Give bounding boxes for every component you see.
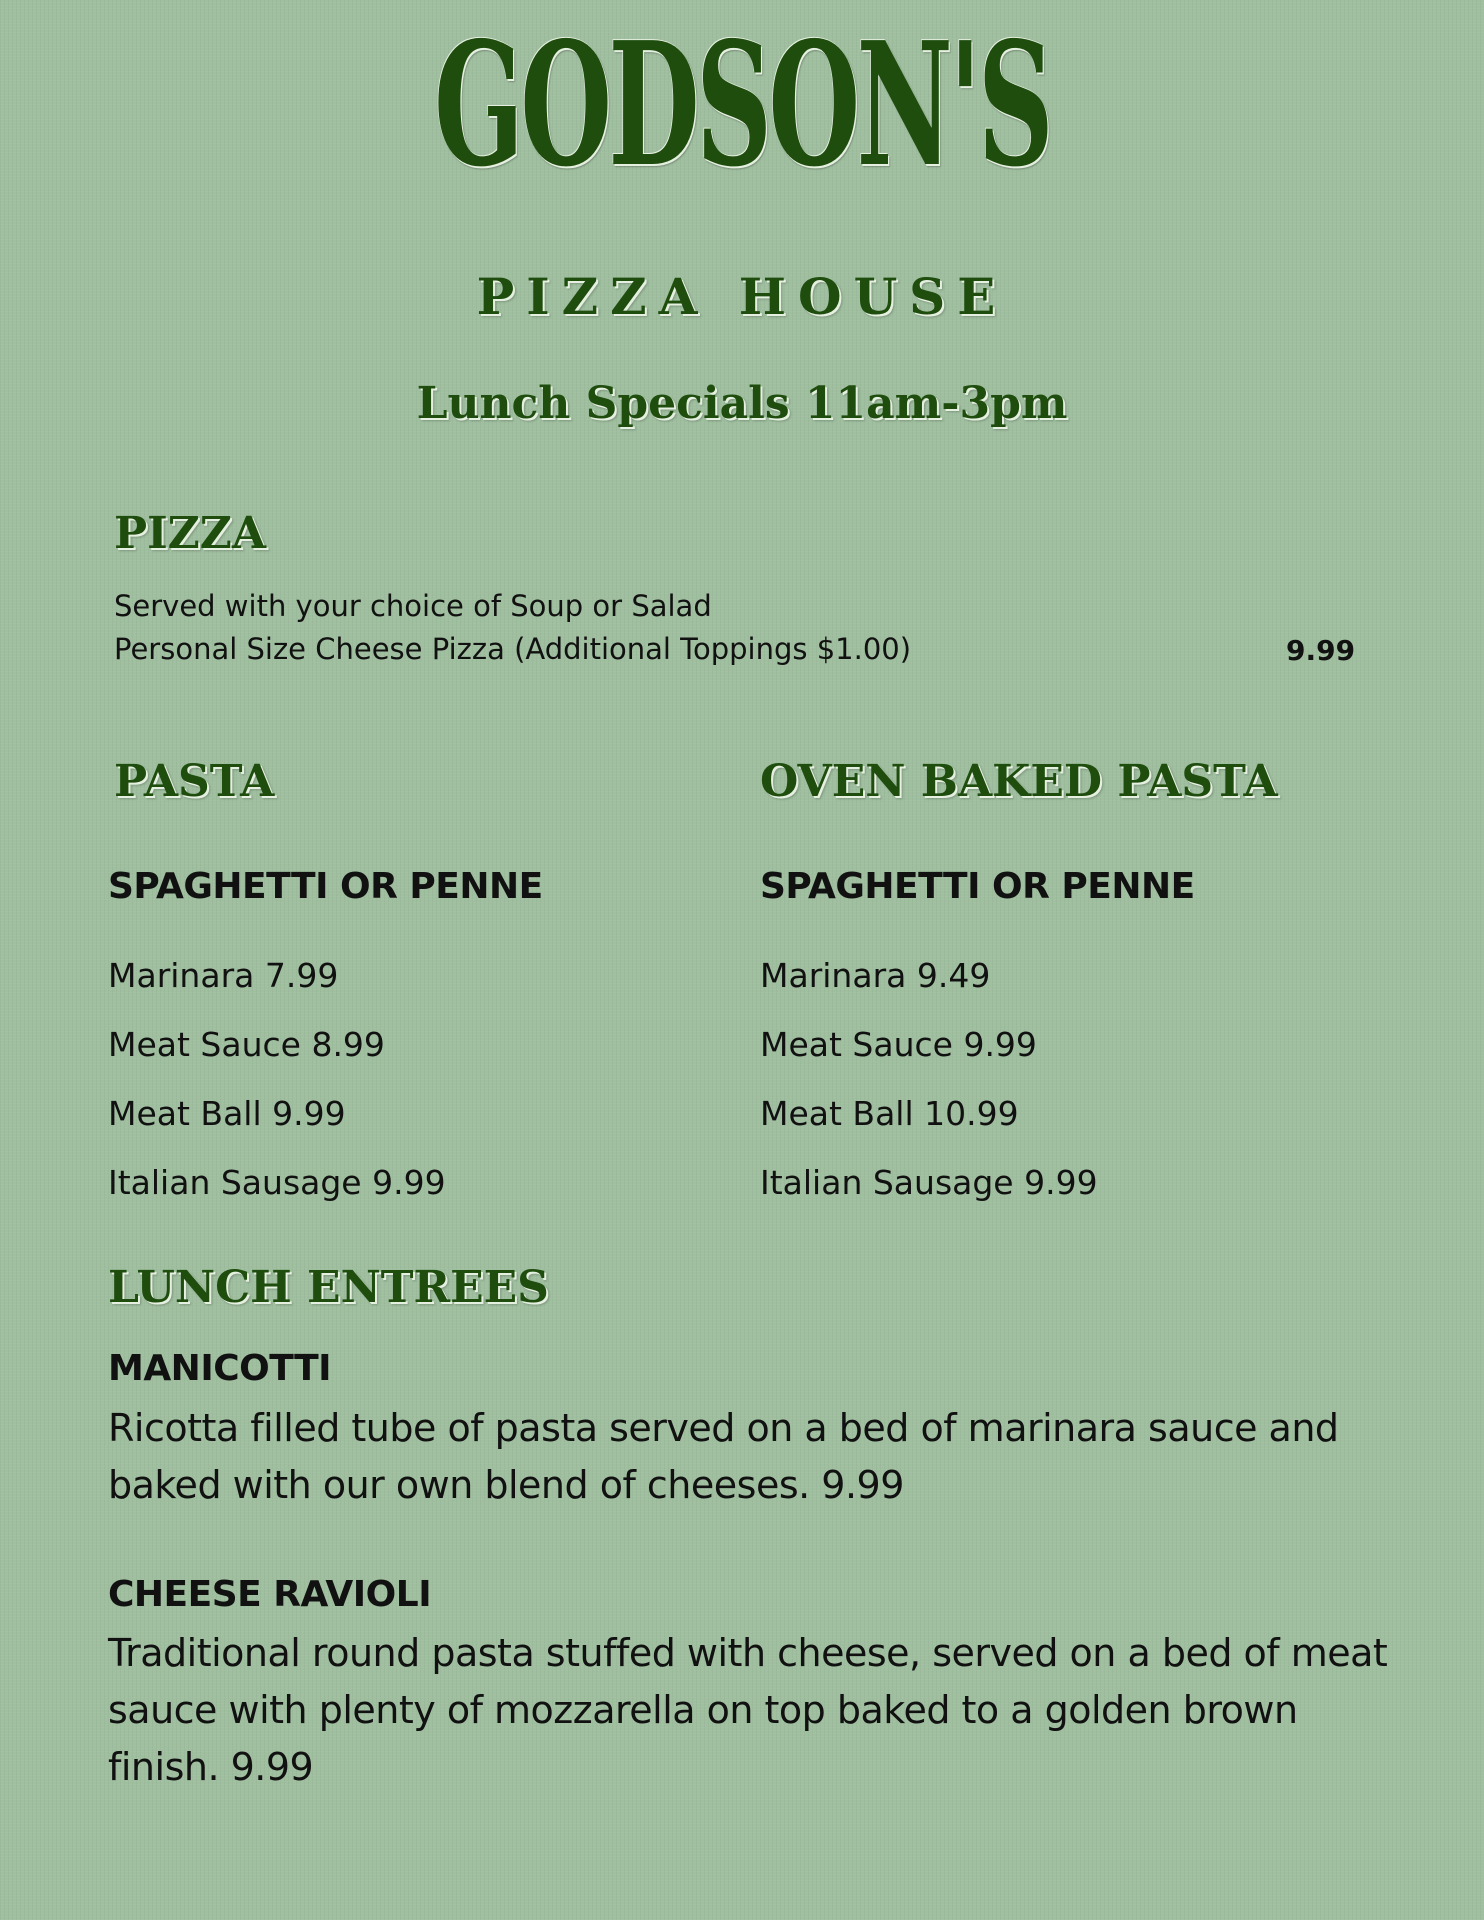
- list-item: Marinara 7.99: [108, 956, 339, 995]
- entree-name: CHEESE RAVIOLI: [108, 1574, 432, 1615]
- pasta-list: [108, 956, 446, 1232]
- logo-subtitle: PIZZA HOUSE: [476, 267, 1008, 326]
- list-item: Italian Sausage 9.99: [760, 1163, 1098, 1202]
- pasta-subheading: SPAGHETTI OR PENNE: [108, 866, 543, 907]
- list-item: Italian Sausage 9.99: [108, 1163, 446, 1202]
- entrees-heading: LUNCH ENTREES: [108, 1262, 549, 1313]
- list-item: Meat Sauce 9.99: [760, 1025, 1037, 1064]
- pasta-heading: PASTA: [114, 756, 275, 807]
- entree-description: Ricotta filled tube of pasta served on a bed of marinara sauce and baked with our own blend of cheeses. 9.99: [108, 1406, 1339, 1507]
- menu-title: Lunch Specials 11am-3pm: [416, 378, 1068, 429]
- logo-name: GODSON'S: [433, 5, 1051, 205]
- oven-baked-list: [760, 956, 1098, 1232]
- entree-description: Traditional round pasta stuffed with cheese, served on a bed of meat sauce with plenty of mozzarella on top baked to a golden brown finish. 9.99: [108, 1631, 1388, 1789]
- list-item: Meat Sauce 8.99: [108, 1025, 385, 1064]
- list-item: Meat Ball 9.99: [108, 1094, 346, 1133]
- oven-baked-subheading: SPAGHETTI OR PENNE: [760, 866, 1195, 907]
- list-item: Marinara 9.49: [760, 956, 991, 995]
- pizza-price: 9.99: [1286, 634, 1356, 667]
- list-item: Meat Ball 10.99: [760, 1094, 1019, 1133]
- pizza-heading: PIZZA: [114, 508, 267, 559]
- entree-name: MANICOTTI: [108, 1348, 332, 1389]
- oven-baked-heading: OVEN BAKED PASTA: [760, 756, 1278, 807]
- pizza-line-2: Personal Size Cheese Pizza (Additional Toppings $1.00): [114, 632, 912, 666]
- pizza-line-1: Served with your choice of Soup or Salad: [114, 589, 712, 623]
